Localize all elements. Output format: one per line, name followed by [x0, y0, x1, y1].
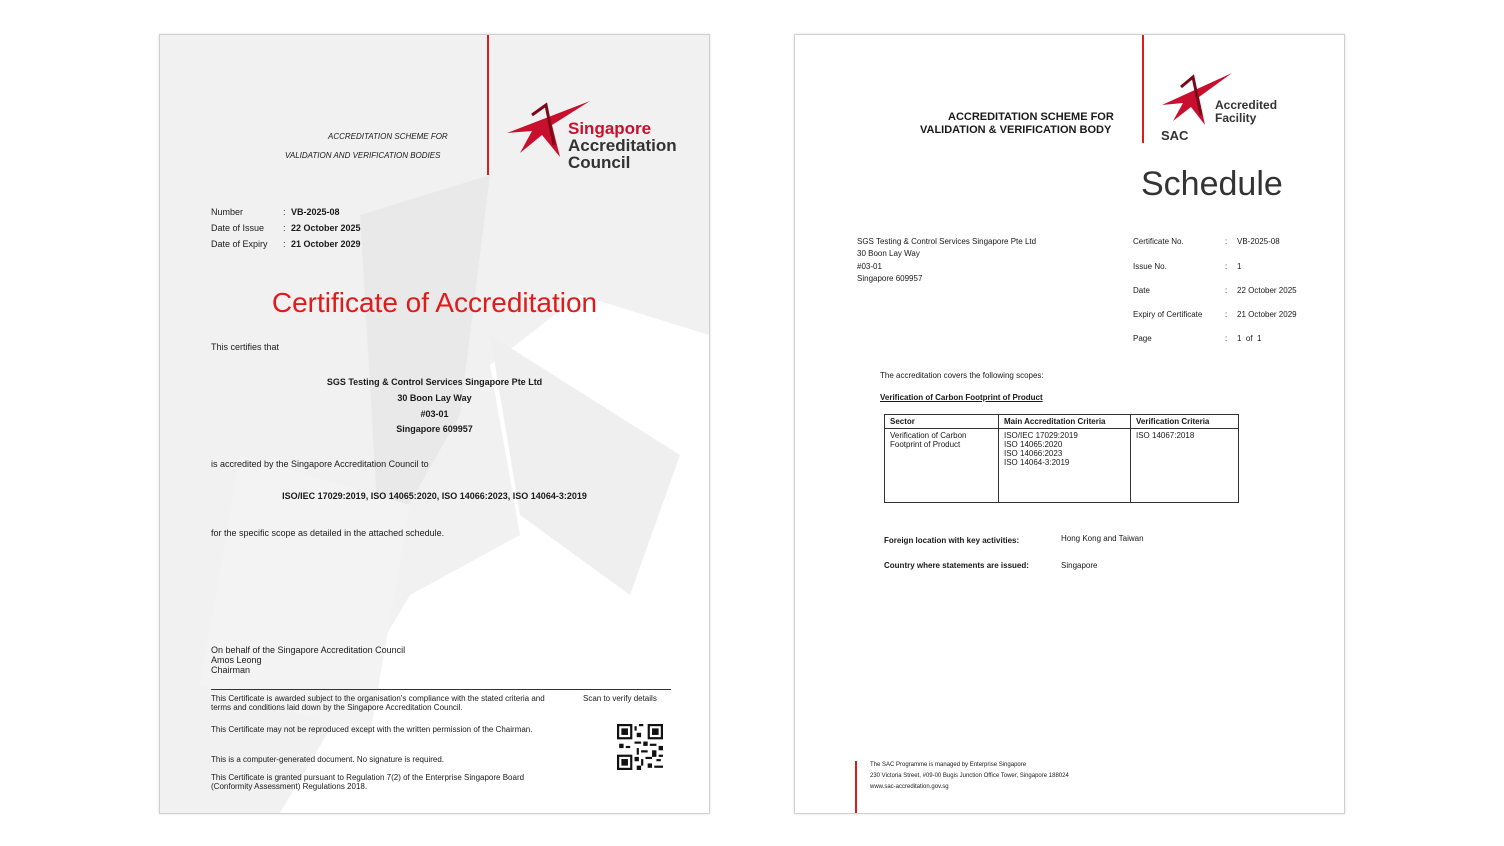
foreign-value: Hong Kong and Taiwan: [1061, 534, 1144, 543]
sac-text: SAC: [1161, 128, 1189, 143]
scope-table: [884, 414, 1239, 503]
sector-cell: [885, 429, 999, 503]
logo-text-1: Singapore: [568, 119, 652, 138]
footer-line-2: 230 Victoria Street, #09-00 Bugis Junction Office Tower, Singapore 188024: [870, 773, 1069, 779]
number-colon: :: [283, 207, 286, 217]
footer-note-1: This Certificate is awarded subject to the organisation's compliance with the stated criteria and terms and conditions laid down by the Singapore Accreditation Council.: [211, 694, 545, 712]
criteria-item: ISO 14064-3:2019: [1004, 458, 1070, 467]
certifies-text: This certifies that: [211, 342, 280, 352]
header-divider: [1142, 35, 1144, 143]
sac-accredited-logo: [1157, 69, 1297, 145]
issue-label: Date of Issue: [211, 223, 265, 233]
scope-heading: Verification of Carbon Footprint of Product: [880, 393, 1043, 402]
scheme-line-2: VALIDATION AND VERIFICATION BODIES: [285, 151, 441, 160]
cert-no-label: Certificate No.: [1133, 237, 1184, 246]
qr-code[interactable]: [617, 724, 663, 770]
org-name: SGS Testing & Control Services Singapore Pte Ltd: [857, 237, 1037, 246]
scope-note: for the specific scope as detailed in the attached schedule.: [211, 528, 445, 538]
scan-label: Scan to verify details: [583, 694, 657, 703]
verification-cell: ISO 14067:2018: [1131, 429, 1239, 503]
header-sector: Sector: [885, 415, 999, 429]
foreign-label: Foreign location with key activities:: [884, 536, 1020, 545]
cert-no-colon: :: [1225, 237, 1228, 246]
number-value: VB-2025-08: [291, 207, 340, 217]
cert-no-value: VB-2025-08: [1237, 237, 1280, 246]
issue-colon: :: [283, 223, 286, 233]
accredited-text: Accredited: [1215, 98, 1278, 112]
certificate-page: [159, 34, 710, 814]
issue-no-value: 1: [1237, 262, 1242, 271]
org-address-1: 30 Boon Lay Way: [857, 249, 920, 258]
schedule-page: [794, 34, 1345, 814]
logo-text-2: Accreditation: [568, 136, 677, 155]
org-address-3: Singapore 609957: [857, 274, 923, 283]
expiry-colon: :: [1225, 310, 1228, 319]
signatory-name: Amos Leong: [211, 655, 262, 665]
covers-text: The accreditation covers the following scopes:: [880, 371, 1044, 380]
footer-divider: [211, 689, 671, 690]
sector-line-1: Verification of Carbon: [890, 431, 967, 440]
org-name: SGS Testing & Control Services Singapore Pte Ltd: [326, 377, 543, 387]
header-main-criteria: Main Accreditation Criteria: [999, 415, 1131, 429]
schedule-title: Schedule: [1141, 165, 1283, 203]
org-address-2: #03-01: [857, 262, 882, 271]
signatory-title: Chairman: [211, 665, 251, 675]
sector-line-2: Footprint of Product: [890, 440, 961, 449]
date-value: 22 October 2025: [1237, 286, 1297, 295]
scheme-line-1: ACCREDITATION SCHEME FOR: [948, 111, 1114, 123]
facility-text: Facility: [1215, 111, 1257, 125]
criteria-item: ISO 14065:2020: [1004, 440, 1063, 449]
issue-value: 22 October 2025: [291, 223, 361, 233]
country-value: Singapore: [1061, 561, 1098, 570]
sac-logo: [502, 95, 692, 175]
page-value: 1 of 1: [1237, 334, 1262, 343]
org-address-2: #03-01: [420, 409, 449, 419]
criteria-cell: [999, 429, 1131, 503]
certificate-title: Certificate of Accreditation: [271, 287, 598, 318]
behalf-text: On behalf of the Singapore Accreditation Council: [211, 645, 406, 655]
number-label: Number: [211, 207, 244, 217]
expiry-value: 21 October 2029: [291, 239, 361, 249]
header-divider: [487, 35, 489, 175]
table-header-row: [885, 415, 1239, 429]
footer-line-3: www.sac-accreditation.gov.sg: [870, 784, 949, 790]
issue-no-label: Issue No.: [1133, 262, 1167, 271]
footer-line-1: The SAC Programme is managed by Enterprise Singapore: [870, 762, 1027, 768]
expiry-colon: :: [283, 239, 286, 249]
org-address-1: 30 Boon Lay Way: [397, 393, 472, 403]
footer-note-3: This is a computer-generated document. No signature is required.: [211, 755, 445, 764]
expiry-value: 21 October 2029: [1237, 310, 1297, 319]
footer-note-2: This Certificate may not be reproduced except with the written permission of the Chairman.: [211, 725, 533, 734]
accredited-by-text: is accredited by the Singapore Accreditation Council to: [211, 459, 429, 469]
country-label: Country where statements are issued:: [884, 561, 1029, 570]
criteria-item: ISO/IEC 17029:2019: [1004, 431, 1078, 440]
scheme-line-1: ACCREDITATION SCHEME FOR: [328, 132, 448, 141]
page-colon: :: [1225, 334, 1228, 343]
date-label: Date: [1133, 286, 1150, 295]
org-address-3: Singapore 609957: [396, 424, 473, 434]
table-row: [885, 429, 1239, 503]
footer-rule: [855, 761, 857, 813]
page-label: Page: [1133, 334, 1152, 343]
issue-no-colon: :: [1225, 262, 1228, 271]
footer-note-4: This Certificate is granted pursuant to Regulation 7(2) of the Enterprise Singapore Board (Conformity Assessment) Regulations 2018.: [211, 773, 525, 791]
expiry-label: Expiry of Certificate: [1133, 310, 1203, 319]
expiry-label: Date of Expiry: [211, 239, 268, 249]
scheme-line-2: VALIDATION & VERIFICATION BODY: [920, 124, 1112, 136]
header-verification-criteria: Verification Criteria: [1131, 415, 1239, 429]
criteria-item: ISO 14066:2023: [1004, 449, 1063, 458]
logo-text-3: Council: [568, 153, 631, 172]
standards-list: ISO/IEC 17029:2019, ISO 14065:2020, ISO 14066:2023, ISO 14064-3:2019: [282, 491, 587, 501]
date-colon: :: [1225, 286, 1228, 295]
